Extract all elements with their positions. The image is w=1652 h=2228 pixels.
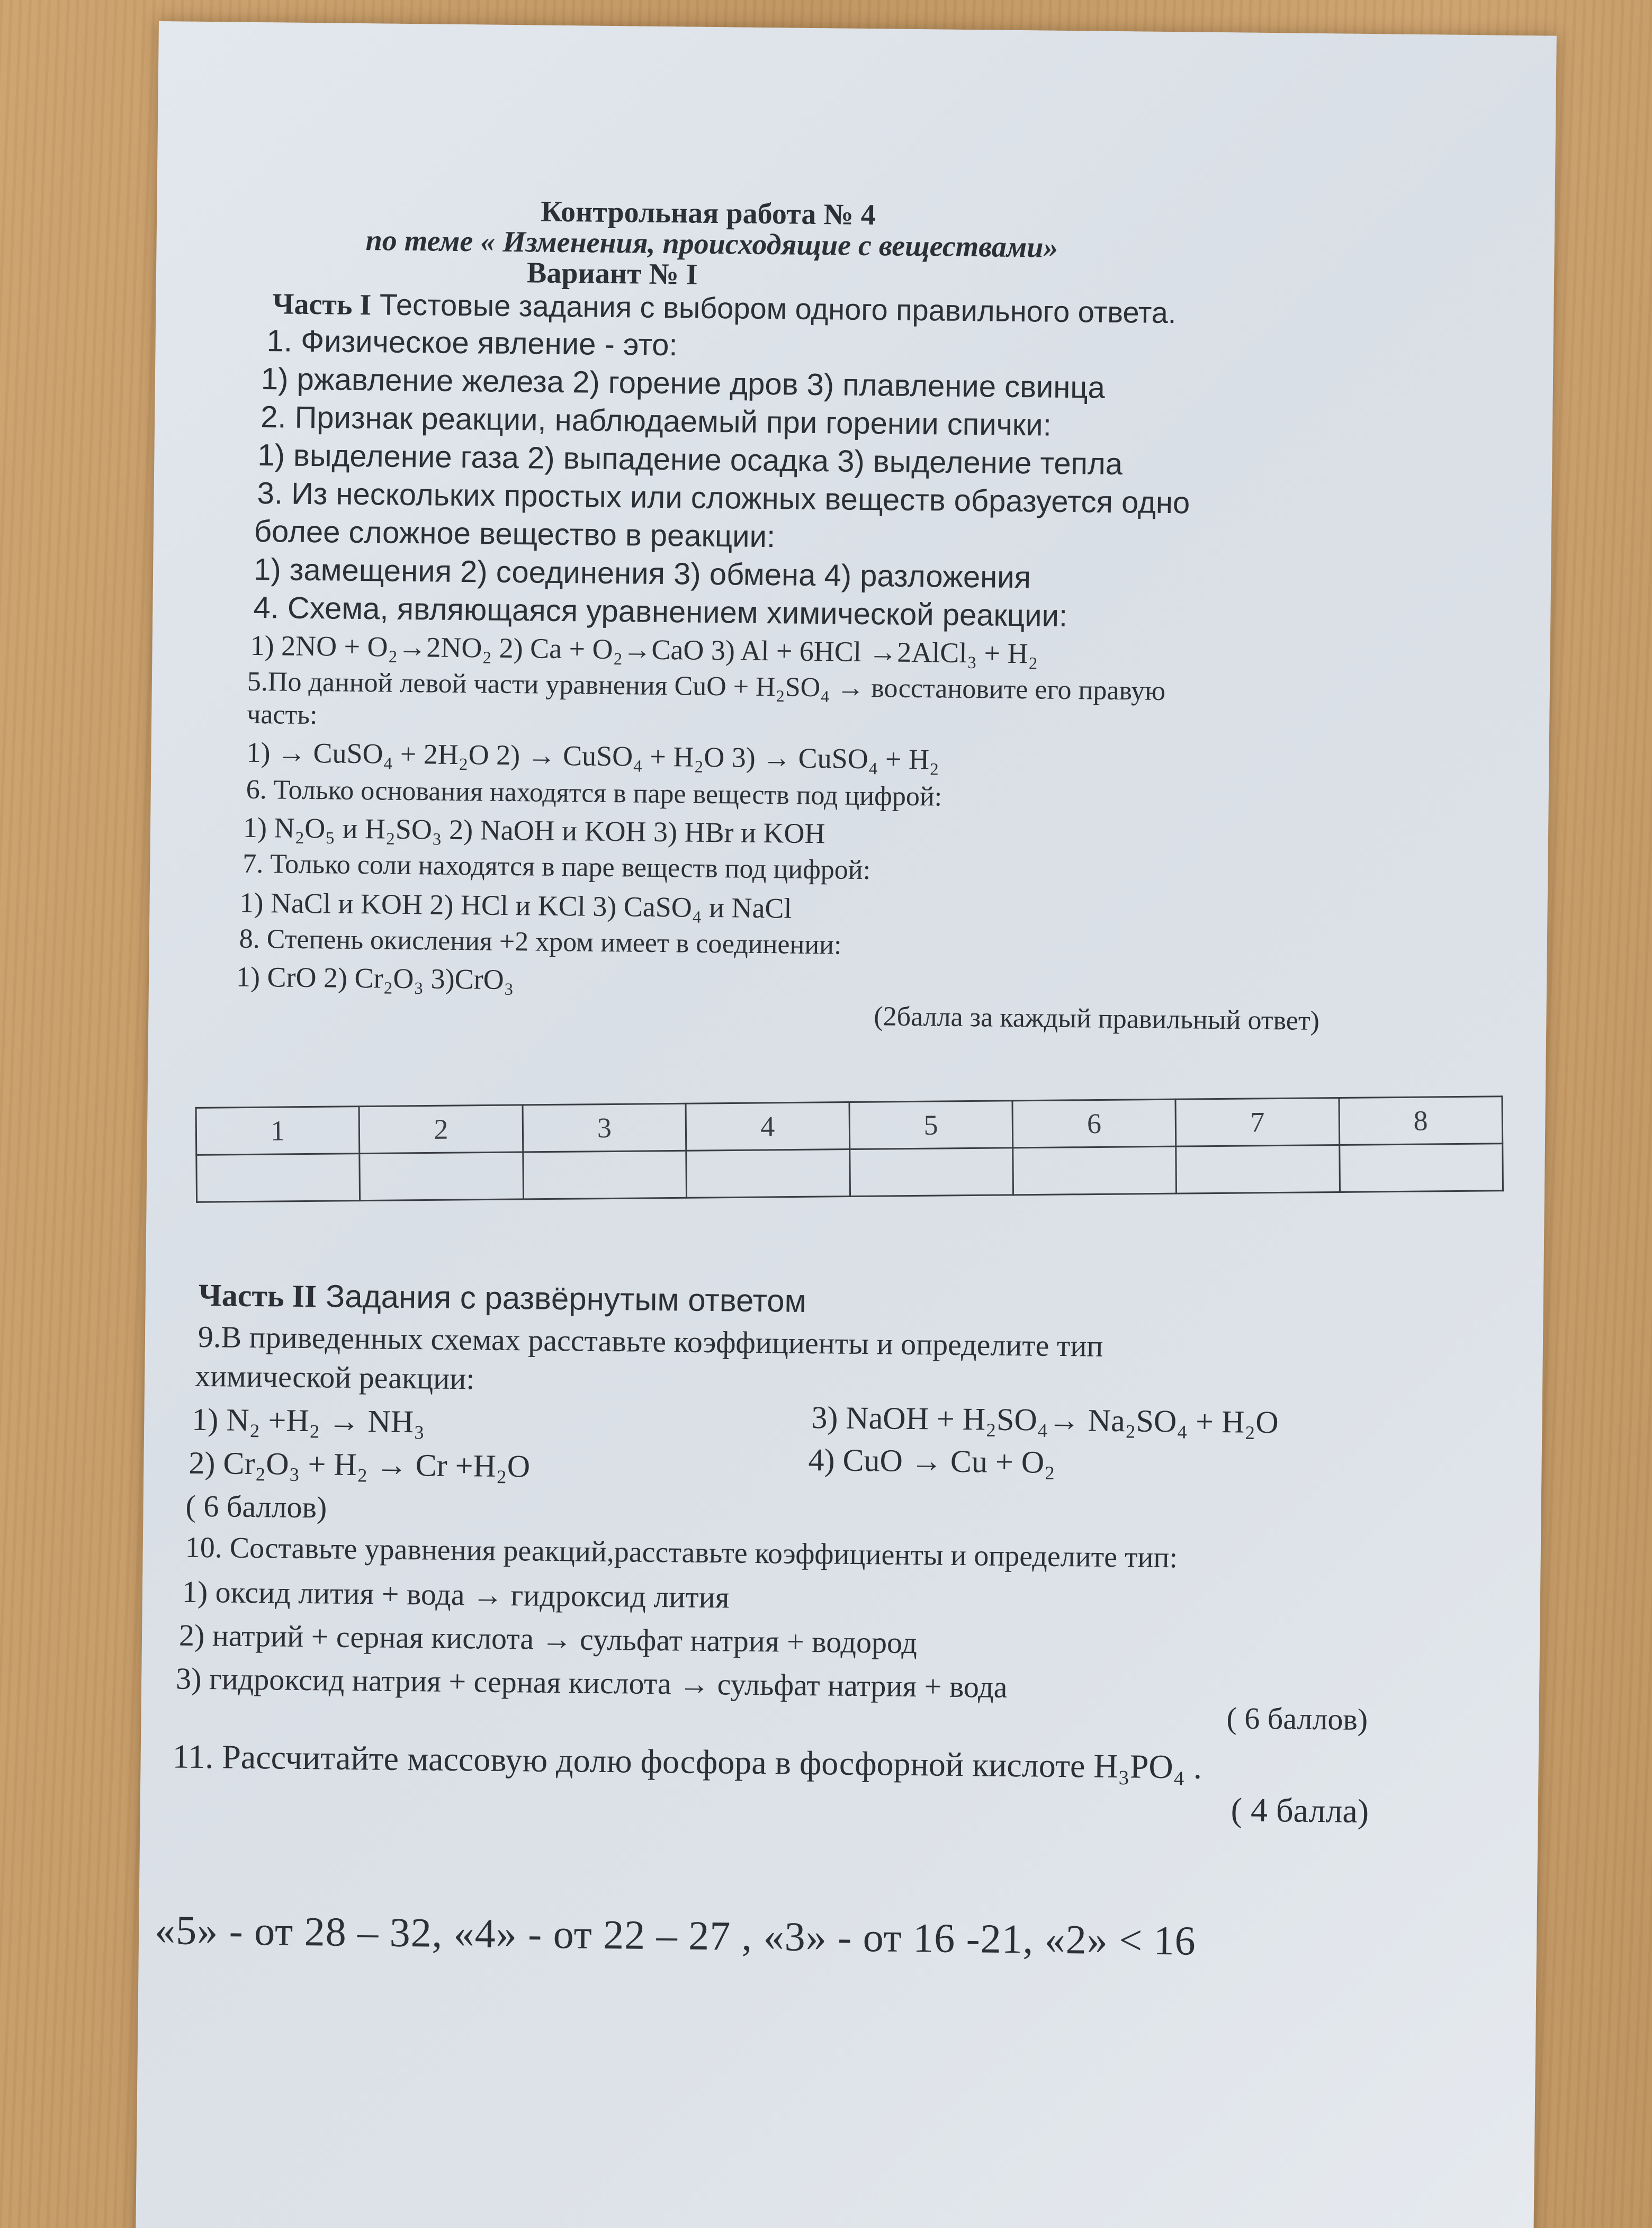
question-5: 5.По данной левой части уравнения CuO + H₂SO₄ → восстановите его правую (247, 666, 1166, 706)
part1-heading-text: Тестовые задания с выбором одного правильного ответа. (379, 288, 1177, 330)
question-7-options: 1) NaCl и KOH 2) HCl и KCl 3) CaSO₄ и NaCl (239, 886, 792, 924)
part2-heading (198, 1277, 806, 1320)
question-10: 10. Составьте уравнения реакций,расставьте коэффициенты и определите тип: (185, 1531, 1178, 1575)
question-11-points: ( 4 балла) (1231, 1791, 1369, 1830)
question-10-item-3: 3) гидроксид натрия + серная кислота → сульфат натрия + вода (175, 1661, 1008, 1704)
answer-table-header-cell: 8 (1339, 1097, 1503, 1145)
answer-table-header-cell: 2 (359, 1105, 523, 1154)
question-1-options: 1) ржавление железа 2) горение дров 3) плавление свинца (261, 362, 1106, 405)
part2-heading-text: Задания с развёрнутым ответом (325, 1278, 807, 1319)
answer-cell[interactable] (1176, 1145, 1340, 1193)
question-6: 6. Только основания находятся в паре веществ под цифрой: (246, 774, 942, 812)
question-9-continued: химической реакции: (194, 1358, 475, 1396)
answer-table-header-cell: 5 (849, 1101, 1012, 1149)
question-8-options: 1) CrO 2) Cr₂O₃ 3)CrO₃ (236, 960, 514, 996)
question-10-item-2: 2) натрий + серная кислота → сульфат натрия + водород (178, 1618, 918, 1660)
answer-cell[interactable] (849, 1148, 1013, 1197)
answer-cell[interactable] (1013, 1146, 1177, 1195)
answer-table-header-cell: 4 (686, 1102, 849, 1151)
answer-cell[interactable] (196, 1154, 360, 1202)
question-9-item-2: 2) Cr₂O₃ + H₂ → Cr +H₂O (188, 1445, 531, 1484)
question-8: 8. Степень окисления +2 хром имеет в соединении: (239, 923, 842, 960)
question-2: 2. Признак реакции, наблюдаемый при горении спички: (260, 400, 1052, 443)
question-3: 3. Из нескольких простых или сложных веществ образуется одно (257, 475, 1190, 520)
answer-table-header-cell: 1 (196, 1107, 360, 1155)
question-7: 7. Только соли находятся в паре веществ под цифрой: (243, 848, 871, 886)
question-3-continued: более сложное вещество в реакции: (254, 514, 776, 554)
question-1: 1. Физическое явление - это: (266, 324, 678, 363)
part1-heading-bold: Часть I (272, 288, 372, 322)
paper-topic: по теме « Изменения, происходящие с веществами» (365, 224, 1058, 264)
answer-table-header-cell: 6 (1012, 1099, 1176, 1148)
question-9: 9.В приведенных схемах расставьте коэффициенты и определите тип (197, 1319, 1103, 1363)
answer-table-header-cell: 7 (1175, 1098, 1339, 1146)
answer-cell[interactable] (523, 1151, 687, 1199)
question-9-points: ( 6 баллов) (185, 1488, 327, 1525)
question-11: 11. Рассчитайте массовую долю фосфора в фосфорной кислоте H₃PO₄ . (172, 1737, 1202, 1786)
question-10-item-1: 1) оксид лития + вода → гидроксид лития (182, 1574, 730, 1615)
answer-table-header-cell: 3 (523, 1103, 686, 1152)
question-3-options: 1) замещения 2) соединения 3) обмена 4) разложения (253, 552, 1031, 595)
part2-heading-bold: Часть II (198, 1277, 317, 1314)
answer-cell[interactable] (1339, 1144, 1503, 1192)
question-6-options: 1) N₂O₅ и H₂SO₃ 2) NaOH и KOH 3) HBr и KOH (243, 811, 825, 850)
question-5-options: 1) → CuSO₄ + 2H₂O 2) → CuSO₄ + H₂O 3) → CuSO₄ + H₂ (246, 736, 940, 776)
question-9-item-1: 1) N₂ +H₂ → NH₃ (192, 1402, 425, 1440)
question-10-points: ( 6 баллов) (1226, 1701, 1368, 1737)
test-paper-sheet (136, 21, 1557, 2228)
question-9-item-4: 4) CuO → Cu + O₂ (808, 1442, 1056, 1480)
paper-title: Контрольная работа № 4 (540, 195, 876, 232)
variant-label: Вариант № I (526, 256, 698, 291)
grading-scale: «5» - от 28 – 32, «4» - от 22 – 27 , «3» - от 16 -21, «2» < 16 (154, 1907, 1197, 1964)
answer-cell[interactable] (360, 1152, 523, 1201)
part1-heading (272, 286, 1177, 330)
question-4: 4. Схема, являющаяся уравнением химической реакции: (253, 590, 1068, 634)
answer-cell[interactable] (686, 1149, 850, 1198)
question-5-continued: часть: (246, 699, 318, 731)
question-9-item-3: 3) NaOH + H₂SO₄→ Na₂SO₄ + H₂O (811, 1400, 1279, 1440)
part1-score-note: (2балла за каждый правильный ответ) (874, 1001, 1320, 1037)
question-4-options: 1) 2NO + O₂→2NO₂ 2) Ca + O₂→CaO 3) Al + 6HCl →2AlCl₃ + H₂ (250, 629, 1038, 670)
answer-table (195, 1095, 1504, 1203)
question-2-options: 1) выделение газа 2) выпадение осадка 3) выделение тепла (257, 437, 1123, 482)
